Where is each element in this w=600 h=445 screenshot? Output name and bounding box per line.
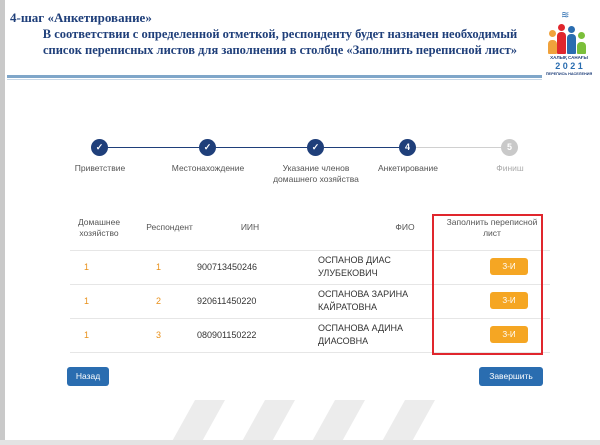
slide-title: 4-шаг «Анкетирование»	[10, 10, 152, 25]
step-label-members: Указание членов домашнего хозяйства	[273, 163, 359, 184]
step-4-number: 4	[399, 139, 416, 156]
logo-ornament-icon: ≋	[561, 10, 570, 21]
cell-household: 1	[84, 262, 90, 272]
col-header-iin: ИИН	[240, 222, 260, 232]
logo-figure-head	[578, 32, 585, 39]
wizard-stepper	[70, 137, 560, 197]
fill-census-sheet-button-2[interactable]: З-И	[490, 292, 528, 309]
col-header-fio: ФИО	[395, 222, 415, 232]
logo-figure-head	[568, 26, 575, 33]
watermark-shape	[240, 400, 295, 445]
step-2-check-icon: ✓	[199, 139, 216, 156]
cell-iin: 920611450220	[197, 296, 257, 306]
logo-year: 2 0 2 1	[555, 61, 583, 71]
watermark-graphic	[150, 395, 450, 445]
slide-left-bar	[0, 0, 5, 445]
back-button[interactable]: Назад	[67, 367, 109, 386]
watermark-shape	[310, 400, 365, 445]
step-connector	[108, 147, 199, 148]
step-label-welcome: Приветствие	[74, 163, 126, 173]
cell-fio: ОСПАНОВА АДИНА ДИАСОВНА	[318, 323, 404, 346]
cell-iin: 080901150222	[197, 330, 257, 340]
cell-household: 1	[84, 296, 90, 306]
slide-subtitle: В соответствии с определенной отметкой, респонденту будет назначен необходимый список переписных листов для заполнения в столбце «Заполнить переписной лист»	[42, 27, 518, 57]
logo-figure-head	[549, 30, 556, 37]
watermark-shape	[170, 400, 225, 445]
cell-respondent: 2	[156, 296, 162, 306]
finish-button[interactable]: Завершить	[479, 367, 543, 386]
fill-census-sheet-button-3[interactable]: З-И	[490, 326, 528, 343]
step-label-survey: Анкетирование	[377, 163, 439, 173]
logo-figure	[577, 42, 586, 54]
cell-respondent: 3	[156, 330, 162, 340]
step-label-finish: Финиш	[496, 163, 524, 173]
logo-figure-head	[558, 24, 565, 31]
census-logo	[543, 10, 595, 82]
highlight-frame	[432, 214, 543, 355]
header-divider-thin	[7, 79, 542, 80]
col-header-respondent: Респондент	[146, 222, 193, 232]
cell-fio: ОСПАНОВ ДИАС УЛУБЕКОВИЧ	[318, 255, 391, 278]
step-3-check-icon: ✓	[307, 139, 324, 156]
step-connector	[216, 147, 307, 148]
cell-fio: ОСПАНОВА ЗАРИНА КАЙРАТОВНА	[318, 289, 409, 312]
step-1-check-icon: ✓	[91, 139, 108, 156]
logo-line1: ХАЛЫҚ САНАҒЫ	[550, 55, 588, 60]
watermark-shape	[380, 400, 435, 445]
cell-iin: 900713450246	[197, 262, 258, 272]
logo-figure	[548, 40, 557, 54]
logo-line2: ПЕРЕПИСЬ НАСЕЛЕНИЯ	[545, 72, 593, 76]
step-5-number: 5	[501, 139, 518, 156]
fill-census-sheet-button-1[interactable]: З-И	[490, 258, 528, 275]
col-header-household: Домашнее хозяйство	[77, 217, 121, 238]
step-connector	[324, 147, 399, 148]
logo-figure	[557, 32, 566, 54]
logo-figure	[567, 34, 576, 54]
cell-household: 1	[84, 330, 90, 340]
slide-bottom-bar	[0, 440, 600, 445]
step-label-location: Местонахождение	[171, 163, 245, 173]
col-header-fill: Заполнить переписной лист	[446, 217, 538, 238]
cell-respondent: 1	[156, 262, 162, 272]
header-divider	[7, 75, 542, 78]
step-connector	[416, 147, 501, 148]
